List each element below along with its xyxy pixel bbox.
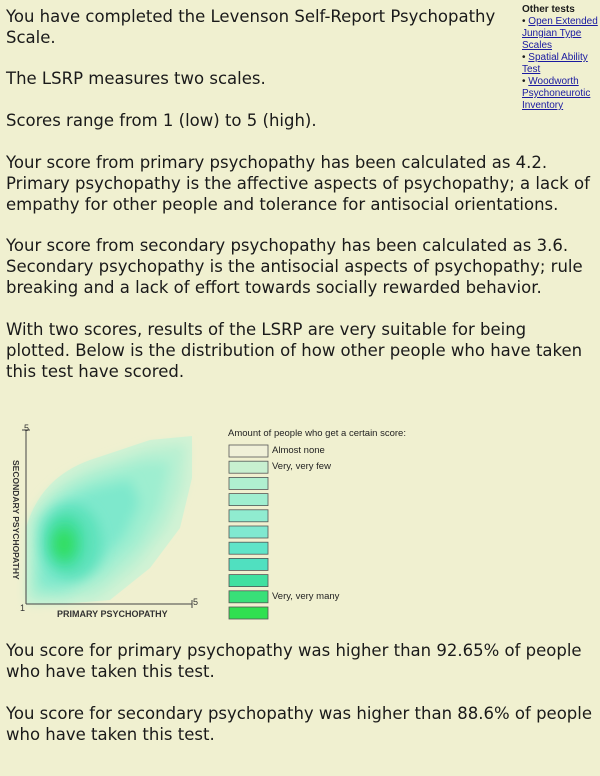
legend-label-very-few: Very, very few [272, 461, 331, 472]
x-max-tick: 5 [193, 597, 199, 607]
sidebar-item-woodworth [522, 76, 600, 112]
legend-swatch [229, 461, 268, 473]
open-extended-jungian-link[interactable]: Open Extended Jungian Type Scales [522, 16, 598, 51]
secondary-result-text: You score for secondary psychopathy was higher than 88.6% of people who have taken this test. [6, 704, 593, 744]
legend-swatch [229, 607, 268, 619]
sidebar-item-spatial-ability [522, 52, 600, 76]
bullet-icon: • [522, 76, 526, 87]
density-heatmap [26, 436, 192, 604]
secondary-score-text: Your score from secondary psychopathy has been calculated as 3.6. Secondary psychopathy is the antisocial aspects of psychopathy; rule breaking and a lack of effort towards socially rewarded behavior. [6, 236, 583, 297]
x-axis-label: PRIMARY PSYCHOPATHY [57, 609, 168, 619]
legend-swatches [229, 445, 268, 619]
plotted-text: With two scores, results of the LSRP are very suitable for being plotted. Below is the distribution of how other people who have taken this test have scored. [6, 320, 583, 381]
legend-swatch [229, 510, 268, 522]
legend-label-very-many: Very, very many [272, 591, 340, 602]
bullet-icon: • [522, 16, 526, 27]
legend-swatch [229, 526, 268, 538]
completed-text: You have completed the Levenson Self-Report Psychopathy Scale. [6, 7, 496, 47]
range-text: Scores range from 1 (low) to 5 (high). [6, 111, 317, 130]
spatial-ability-link[interactable]: Spatial Ability Test [522, 52, 588, 75]
legend-swatch [229, 477, 268, 489]
legend-swatch [229, 494, 268, 506]
primary-score-text: Your score from primary psychopathy has been calculated as 4.2. Primary psychopathy is the affective aspects of psychopathy; a lack of empathy for other people and tolerance for antisocial orientations. [6, 153, 590, 214]
legend-label-almost-none: Almost none [272, 445, 325, 456]
origin-tick: 1 [20, 603, 26, 613]
woodworth-link[interactable]: Woodworth Psychoneurotic Inventory [522, 76, 591, 111]
score-distribution-plot [0, 418, 600, 628]
sidebar-item-open-extended [522, 16, 600, 52]
y-max-tick: 5 [24, 423, 30, 433]
legend-swatch [229, 591, 268, 603]
y-axis-label: SECONDARY PSYCHOPATHY [11, 460, 21, 580]
legend-swatch [229, 542, 268, 554]
measures-text: The LSRP measures two scales. [6, 69, 266, 88]
other-tests-sidebar [522, 4, 600, 112]
bullet-icon: • [522, 52, 526, 63]
legend-swatch [229, 445, 268, 457]
legend-title: Amount of people who get a certain score: [228, 428, 406, 439]
legend-swatch [229, 575, 268, 587]
primary-result-text: You score for primary psychopathy was higher than 92.65% of people who have taken this test. [6, 641, 582, 681]
other-tests-title: Other tests [522, 4, 575, 15]
legend-swatch [229, 558, 268, 570]
